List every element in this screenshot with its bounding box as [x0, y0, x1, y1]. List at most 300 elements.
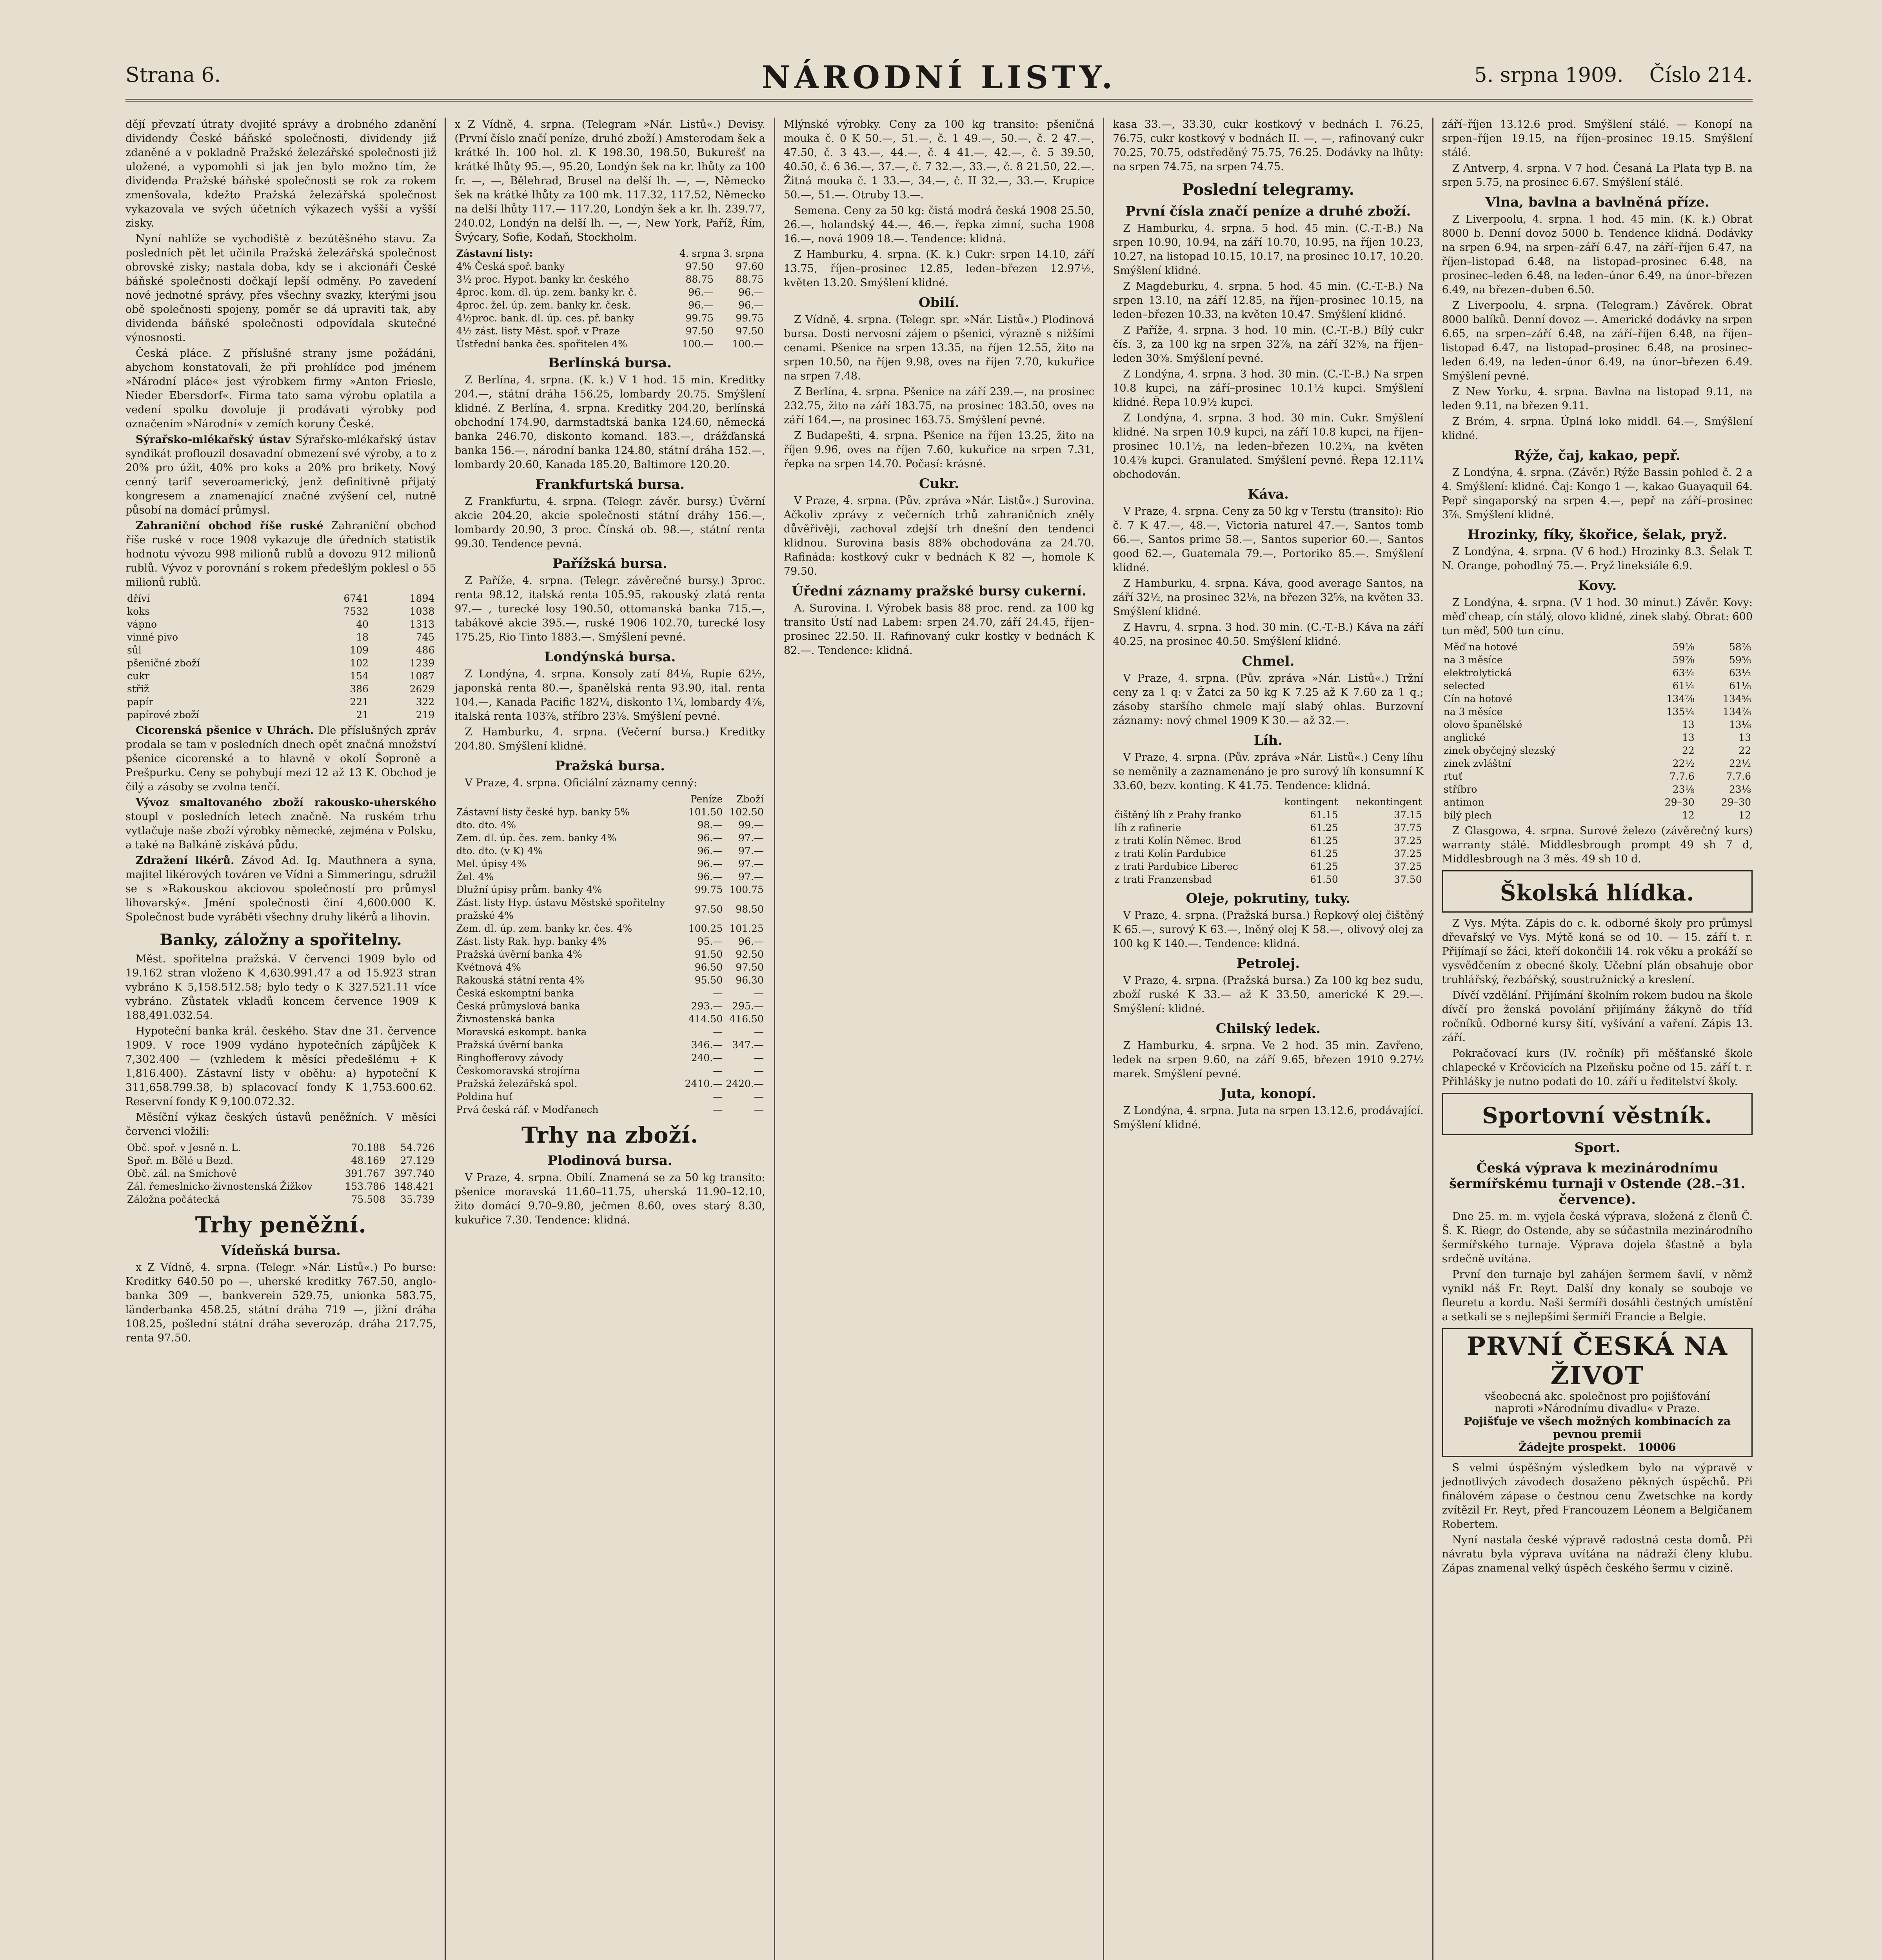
- article-paragraph: S velmi úspěšným výsledkem bylo na výpravě v jednotlivých závodech dosaženo pěkných úspěchů. Při finálovém zápase o čestnou cenu Zwetschke na kordy zvítězil Fr. Reyt, před Francouzem Léonem a Belgičanem Robertem.: [1442, 1462, 1753, 1530]
- row-value: 97.50: [685, 261, 714, 272]
- article-paragraph: Mlýnské výrobky. Ceny za 100 kg transito: pšeničná mouka č. 0 K 50.—, 51.—, č. 1 49.—, 50.—, č. 2 47.—, 47.50, č. 3 43.—, 44.—, č. 4 41.—, 42.—, č. 5 39.50, 40.50, č. 6 36.—, 37.—, č. 7 32.—, 33.—, č. 8 21.50, 22.—. Žitná mouka č. 1 33.—, 34.—, č. II 32.—, 33.—. Krupice 50.—, 51.—. Otruby 13.—.: [783, 118, 1095, 201]
- row-value: 391.767: [345, 1168, 385, 1179]
- row-label: vinné pivo: [127, 632, 178, 643]
- table-row: [1442, 679, 1753, 692]
- row-value: 322: [416, 696, 435, 708]
- row-label: z trati Kolín Pardubice: [1114, 848, 1226, 859]
- row-label: selected: [1443, 680, 1485, 691]
- row-value: 13: [1682, 732, 1695, 743]
- table-row: [1113, 873, 1423, 886]
- ad-note: Pojišťuje ve všech možných kombinacích za pevnou premii: [1464, 1415, 1731, 1441]
- article-paragraph: Dne 25. m. m. vyjela česká výprava, složená z členů Č. Š. K. Riegr, do Ostende, aby se súčastnila mezinárodního šermířského turnaje. Výprava dojela šťastně a byla srdečně uvítána.: [1442, 1210, 1753, 1265]
- row-value: 97.—: [738, 832, 764, 844]
- row-value: 96.—: [738, 299, 764, 311]
- row-label: Spoř. m. Bělé u Bezd.: [127, 1155, 234, 1166]
- article-paragraph: Z Brém, 4. srpna. Úplná loko middl. 64.—, Smýšlení klidné.: [1442, 416, 1753, 442]
- row-value: 95.—: [697, 936, 723, 947]
- article-paragraph: Zdražení likérů. Závod Ad. Ig. Mauthnera a syna, majitel likérových továren ve Vídni a Simmeringu, sdružil se s »Rakouskou akciovou společností pro průmysl lihovarský«. Jmění společnosti činí 4,600.000 K. Společnost bude vyráběti všechny druhy likérů a lihovin.: [125, 855, 436, 923]
- row-label: Česká eskomptní banka: [456, 987, 574, 999]
- table-row: [454, 896, 765, 922]
- row-value: —: [754, 987, 764, 999]
- row-label: dto. dto. 4%: [456, 819, 516, 831]
- subheading-petroleum: Petrolej.: [1236, 956, 1300, 971]
- row-label: cukr: [127, 670, 150, 682]
- table-row: [1442, 641, 1753, 653]
- table-row: [1113, 860, 1423, 873]
- table-row: [454, 1064, 765, 1077]
- row-label: Pražská úvěrní banka 4%: [456, 949, 582, 960]
- table-row: [1113, 847, 1423, 860]
- row-value: 135¼: [1666, 706, 1695, 717]
- row-value: 154: [350, 670, 369, 682]
- row-value: 100.25: [688, 923, 723, 934]
- article-paragraph: Nyní nahlíže se vychodiště z bezútěšného stavu. Za posledních pět let učinila Pražská železářská společnost obrovské zisky; nastala doba, kdy se i akcionáři České báňské společnosti dočkají lepší odměny. Po zavedení nové jednotné správy, přes všechny svazky, kterými jsou obě společnosti spojeny, poměr se dá upraviti tak, aby dividenda báňské společnosti odpovídala skutečné výnosnosti.: [125, 233, 436, 344]
- table-row: [454, 1103, 765, 1116]
- row-value: 37.25: [1394, 848, 1422, 859]
- row-value: 97.—: [738, 871, 764, 882]
- table-row: [125, 670, 436, 682]
- table-row: [1113, 834, 1423, 847]
- row-value: 100.—: [732, 338, 764, 350]
- row-value: 12: [1738, 809, 1751, 821]
- table-row: [1442, 744, 1753, 757]
- row-value: —: [713, 1091, 723, 1102]
- table-row: [1442, 796, 1753, 809]
- subheading-oils: Oleje, pokrutiny, tuky.: [1186, 891, 1351, 906]
- table-row: [454, 1077, 765, 1090]
- row-value: 1038: [409, 606, 435, 617]
- row-value: 1894: [409, 593, 435, 604]
- row-label: Zást. listy Hyp. ústavu Městské spořitelny pražské 4%: [456, 897, 665, 921]
- row-label: anglické: [1443, 732, 1486, 743]
- table-row: [454, 1025, 765, 1038]
- table-row: [1113, 821, 1423, 834]
- article-paragraph: Z New Yorku, 4. srpna. Bavlna na listopad 9.11, na leden 9.11, na březen 9.11.: [1442, 386, 1753, 412]
- row-label: olovo španělské: [1443, 719, 1522, 730]
- row-label: Českomoravská strojírna: [456, 1065, 580, 1076]
- table-row: [454, 935, 765, 948]
- row-value: 12: [1682, 809, 1695, 821]
- row-value: 58⅞: [1729, 641, 1751, 653]
- subheading-wool: Vlna, bavlna a bavlněná příze.: [1485, 194, 1709, 210]
- row-value: 109: [350, 644, 369, 656]
- row-value: 99.75: [736, 312, 764, 324]
- trade-table: [125, 592, 436, 721]
- section-heading-telegrams: Poslední telegramy.: [1182, 180, 1355, 199]
- article-paragraph: Cicorenská pšenice v Uhrách. Dle příslušných zpráv prodala se tam v posledních dnech opět značná množství pšenice cicorenské a to hlavně v okolí Šoproně a Prešpurku. Ceny se pohybují mezi 12 až 13 K. Obchod je čilý a zásoby se zvolna tenčí.: [125, 724, 436, 793]
- row-value: 97.50: [685, 325, 714, 337]
- row-value: 29–30: [1664, 797, 1695, 808]
- row-value: 40: [356, 619, 369, 630]
- row-label: líh z rafinerie: [1114, 822, 1181, 833]
- telegram-paragraph: Z Hamburku, 4. srpna. 5 hod. 45 min. (C.-T.-B.) Na srpen 10.90, 10.94, na září 10.70, 10.95, na říjen 10.23, 10.27, na listopad 10.15, 10.17, na prosinec 10.17, 10.20. Smýšlení klidné.: [1113, 222, 1424, 277]
- row-label: Rakouská státní renta 4%: [456, 975, 585, 986]
- row-label: z trati Pardubice Liberec: [1114, 861, 1238, 872]
- article-paragraph: Z Antverp, 4. srpna. V 7 hod. Česaná La Plata typ B. na srpen 5.75, na prosinec 6.67. Smýšlení stálé.: [1442, 162, 1753, 189]
- telegram-paragraph: Z Londýna, 4. srpna. 3 hod. 30 min. Cukr. Smýšlení klidné. Na srpen 10.9 kupci, na září 10.8 kupci, na říjen–prosinec 10.1½, na leden–březen 10.2¾, na květen 10.4⅞ kupci. Granulated. Smýšlení pevné. Řepa 12.11¼ obchodován.: [1113, 412, 1424, 481]
- row-label: Moravská eskompt. banka: [456, 1026, 587, 1038]
- row-label: papír: [127, 696, 153, 708]
- row-value: 96.—: [697, 871, 723, 882]
- table-row: [125, 1167, 436, 1180]
- article-paragraph: kasa 33.—, 33.30, cukr kostkový v bednách I. 76.25, 76.75, cukr kostkový v bednách II. —, —, rafinovaný cukr 70.25, 70.75, odstředěný 75.75, 76.25. Dodávky na lhůty: na srpen 74.75, na srpen 74.75.: [1113, 118, 1424, 173]
- table-row: [125, 657, 436, 670]
- row-value: 23⅛: [1729, 784, 1751, 795]
- row-value: 88.75: [685, 274, 714, 285]
- row-label: Měď na hotové: [1443, 641, 1518, 653]
- table-row: [125, 1193, 436, 1206]
- table-row: [454, 961, 765, 974]
- row-label: vápno: [127, 619, 157, 630]
- row-value: 96.—: [697, 832, 723, 844]
- row-label: antimon: [1443, 797, 1484, 808]
- row-label: čištěný líh z Prahy franko: [1114, 809, 1241, 820]
- row-value: 101.25: [729, 923, 764, 934]
- row-value: 96.—: [738, 936, 764, 947]
- row-label: Ringhofferovy závody: [456, 1052, 563, 1063]
- article-paragraph: Z Londýna, 4. srpna. (V 6 hod.) Hrozinky 8.3. Šelak T. N. Orange, pohodlný 75.—. Pryž lineksiále 6.9.: [1442, 546, 1753, 572]
- article-paragraph: Z Hamburku, 4. srpna. Káva, good average Santos, na září 32½, na prosinec 32⅛, na březen 32⅝, na květen 33. Smýšlení klidné.: [1113, 577, 1424, 618]
- table-row: [454, 948, 765, 961]
- table-row: [125, 1141, 436, 1154]
- article-paragraph: Semena. Ceny za 50 kg: čistá modrá česká 1908 25.50, 26.—, holandský 44.—, 46.—, řepka zimní, sucha 1908 16.—, nová 1909 18.—. Tendence: klidná.: [783, 205, 1095, 245]
- row-value: 96.—: [697, 858, 723, 869]
- row-value: 416.50: [729, 1013, 764, 1025]
- row-value: 61.50: [1310, 874, 1338, 885]
- row-value: 95.50: [694, 975, 723, 986]
- table-row: [454, 870, 765, 883]
- row-value: 63¾: [1672, 667, 1695, 679]
- masthead-rule: [125, 99, 1753, 102]
- table-row: [125, 1154, 436, 1167]
- table-row: [125, 631, 436, 644]
- table-row: [125, 1180, 436, 1193]
- article-paragraph: Z Londýna, 4. srpna. (V 1 hod. 30 minut.) Závěr. Kovy: měď cheap, cín stálý, olovo klidné, zinek slabý. Obrat: 600 tun měď, 500 tun cínu.: [1442, 597, 1753, 637]
- article-paragraph: Měsíční výkaz českých ústavů peněžních. V měsíci červenci vložili:: [125, 1111, 436, 1138]
- row-value: 96.—: [738, 287, 764, 298]
- table-row: [454, 312, 765, 325]
- row-value: 18: [356, 632, 369, 643]
- row-value: —: [754, 1104, 764, 1115]
- row-value: 97.50: [694, 903, 723, 915]
- column-4: [1103, 118, 1432, 1960]
- row-value: 7532: [343, 606, 369, 617]
- row-value: 2629: [409, 683, 435, 695]
- table-row: [454, 1090, 765, 1103]
- row-value: 48.169: [351, 1155, 385, 1166]
- row-value: —: [754, 1091, 764, 1102]
- row-value: 61.25: [1310, 822, 1338, 833]
- row-value: 221: [350, 696, 369, 708]
- table-row: [454, 1013, 765, 1025]
- row-value: 27.129: [400, 1155, 435, 1166]
- row-value: 134⅞: [1723, 706, 1751, 717]
- row-value: —: [713, 1026, 723, 1038]
- row-label: Obč. zál. na Smíchově: [127, 1168, 237, 1179]
- table-row: [454, 325, 765, 338]
- subheading-fruit: Hrozinky, fíky, škořice, šelak, pryž.: [1467, 527, 1728, 543]
- table-row: [1442, 770, 1753, 783]
- subheading-spirit: Líh.: [1253, 733, 1283, 748]
- subheading-sugar: Cukr.: [919, 476, 959, 492]
- row-value: 13: [1682, 719, 1695, 730]
- column-3: [774, 118, 1103, 1960]
- row-label: Zál. řemeslnicko-živnostenská Žižkov: [127, 1181, 312, 1192]
- subheading-jute: Juta, konopí.: [1220, 1086, 1316, 1102]
- article-paragraph: Z Havru, 4. srpna. 3 hod. 30 min. (C.-T.-B.) Káva na září 40.25, na prosinec 40.50. Smýšlení klidné.: [1113, 621, 1424, 648]
- row-value: 99.75: [685, 312, 714, 324]
- row-label: na 3 měsíce: [1443, 706, 1503, 717]
- row-label: zinek zvláštní: [1443, 758, 1511, 769]
- row-label: 4proc. žel. úp. zem. banky kr. česk.: [456, 299, 631, 311]
- article-paragraph: V Praze, 4. srpna. (Pražská bursa.) Za 100 kg bez sudu, zboží ruské K 33.— až K 33.50, americké K 29.—. Smýšlení: klidné.: [1113, 975, 1424, 1015]
- row-label: z trati Kolín Němec. Brod: [1114, 835, 1241, 846]
- row-value: 7.7.6: [1669, 771, 1695, 782]
- article-paragraph: Česká pláce. Z příslušné strany jsme požádáni, abychom konstatovali, že při prohlídce pod jménem »Národní pláce« jest výrobkem firmy »Anton Friesle, Nieder Ebersdorf«. Firma tato sama výrobu oplatila a vedení spolku dovoluje ji prodávati výrobky pod označením »Národní« v zemích koruny České.: [125, 347, 436, 430]
- article-paragraph: V Praze, 4. srpna. Obilí. Znamená se za 50 kg transito: pšenice moravská 11.60–11.75, uherská 11.90–12.10, žito domácí 9.70–9.80, ječmen 8.60, oves starý 8.30, kukuřice 7.30. Tendence: klidná.: [454, 1172, 765, 1226]
- section-heading-banks: Banky, záložny a spořitelny.: [160, 931, 402, 949]
- spirit-table: kontingent nekontingent čištěný líh z Prahy franko 61.15 37.15 líh z rafinerie 61.25 37.75 z trati Kolín Němec. Brod 61.25 37.25 z trati Kolín Pardubice 61.25 37.25 z trati Pardubice Liberec 61.25 37.25 z trati Franzensbad 61.50 37.50: [1113, 795, 1423, 886]
- table-row: [454, 974, 765, 987]
- row-value: 61.25: [1310, 835, 1338, 846]
- row-label: 4proc. kom. dl. úp. zem. banky kr. č.: [456, 287, 637, 298]
- row-label: Poldina huť: [456, 1091, 513, 1102]
- section-heading-money: Trhy peněžní.: [195, 1212, 367, 1238]
- subheading-sugar-exchange: Úřední záznamy pražské bursy cukerní.: [792, 583, 1086, 599]
- row-value: 37.15: [1394, 809, 1422, 820]
- masthead: [125, 55, 1753, 102]
- table-row: [454, 883, 765, 896]
- row-label: na 3 měsíce: [1443, 654, 1503, 666]
- table-row: [454, 1038, 765, 1051]
- table-row: [1442, 783, 1753, 796]
- school-section: [1442, 870, 1753, 913]
- ad-prospect: Žádejte prospekt. 10006: [1519, 1441, 1676, 1454]
- row-label: pšeničné zboží: [127, 657, 200, 669]
- row-value: 397.740: [394, 1168, 435, 1179]
- article-paragraph: Měst. spořitelna pražská. V červenci 1909 bylo od 19.162 stran vloženo K 4,630.991.47 a od 15.923 stran vybráno K 5,158.512.58; bylo tedy o K 327.521.11 více vybráno. Zůstatek vkladů koncem července 1909 K 188,491.032.54.: [125, 953, 436, 1022]
- row-value: 88.75: [736, 274, 764, 285]
- article-paragraph: dějí převzatí útraty dvojité správy a drobného zdanění dividendy České báňské společnosti, dividendy již zdaněné a v pokladně Pražské železářské společnosti již uložené, a vypomohli si jak jen bylo možno tím, že dividenda Pražské báňské společnosti se rok za rokem zmenšovala, kdežto Pražská železářská společnost vykazovala ve svých účetních výkazech vyšší a vyšší zisky.: [125, 118, 436, 229]
- row-value: 240.—: [691, 1052, 723, 1063]
- row-value: —: [713, 987, 723, 999]
- article-paragraph: Z Berlína, 4. srpna. (K. k.) V 1 hod. 15 min. Kreditky 204.—, státní dráha 156.25, lombardy 20.75. Smýšlení klidné. Z Berlína, 4. srpna. Kreditky 204.20, berlínská obchodní 174.90, darmstadtská banka 124.60, německá banka 246.70, diskonto komand. 183.—, drážďanská banka 156.—, národní banka 124.80, státní dráha 152.—, lombardy 20.60, Kanada 185.20, Baltimore 120.20.: [454, 374, 765, 471]
- article-paragraph: září–říjen 13.12.6 prod. Smýšlení stálé. — Konopí na srpen–říjen 19.15, na říjen–prosinec 19.15. Smýšlení stálé.: [1442, 118, 1753, 159]
- table-row: [1442, 666, 1753, 679]
- row-value: 153.786: [345, 1181, 385, 1192]
- row-value: 97.—: [738, 845, 764, 857]
- row-value: 22½: [1672, 758, 1695, 769]
- table-row: [125, 605, 436, 618]
- row-value: 29–30: [1721, 797, 1751, 808]
- article-paragraph: Z Londýna, 4. srpna. (Závěr.) Rýže Bassin pohled č. 2 a 4. Smýšlení: klidné. Čaj: Kongo 1 —, kakao Guayaquil 64. Pepř singaporský na srpen 4.—, pepř na září–prosinec 3⅞. Smýšlení klidné.: [1442, 466, 1753, 521]
- row-value: 96.—: [697, 845, 723, 857]
- row-label: dto. dto. (v K) 4%: [456, 845, 543, 857]
- article-paragraph: První den turnaje byl zahájen šermem šavlí, v němž vynikl náš Fr. Reyt. Další dny konaly se souboje ve fleuretu a kordu. Naši šermíři dosáhli čestných umístění a setkali se s nejlepšími šermíři Francie a Belgie.: [1442, 1269, 1753, 1323]
- article-paragraph: V Praze, 4. srpna. Oficiální záznamy cenný:: [465, 777, 698, 789]
- row-value: 61⅛: [1729, 680, 1751, 691]
- article-paragraph: Pokračovací kurs (IV. ročník) při měšťanské škole chlapecké v Krčovicích na Plzeňsku počne od 15. září t. r. Přihlášky je nutno podati do 10. září u ředitelství školy.: [1442, 1047, 1753, 1088]
- telegram-paragraph: Z Magdeburku, 4. srpna. 5 hod. 45 min. (C.-T.-B.) Na srpen 13.10, na září 12.85, na říjen–prosinec 10.15, na leden–březen 10.33, na květen 10.47. Smýšlení klidné.: [1113, 280, 1424, 321]
- subheading-commodity: Plodinová bursa.: [547, 1153, 672, 1169]
- subheading-vienna: Vídeňská bursa.: [221, 1243, 341, 1258]
- table-row: [454, 260, 765, 273]
- table-row: [125, 644, 436, 657]
- article-paragraph: x Z Vídně, 4. srpna. (Telegram »Nár. Listů«.) Devisy. (První číslo značí peníze, druhé zboží.) Amsterodam šek a krátké lh. 100 hol. zl. K 198.30, 198.50, Bukurešť na krátké lhůty 95.—, 95.20, Londýn šek na kr. lhůty za 100 fr. —, —, Bělehrad, Brusel na delší lh. —, —, Německo šek na krátké lhůty za 100 mk. 117.32, 117.52, Německo na delší lhůty 117.— 117.20, Londýn šek a kr. lh. 239.77, 240.02, Londýn na delší lh. —, —, New York, Paříž, Řím, Švýcary, Sofie, Kodaň, Stockholm.: [454, 118, 765, 243]
- row-value: 22½: [1729, 758, 1751, 769]
- table-row: [1442, 692, 1753, 705]
- article-paragraph: Z Frankfurtu, 4. srpna. (Telegr. závěr. bursy.) Úvěrní akcie 204.20, akcie společnosti státní dráhy 156.—, lombardy 20.90, 3 proc. Čínská ob. 98.—, státní renta 99.30. Tendence pevná.: [454, 495, 765, 550]
- row-label: koks: [127, 606, 150, 617]
- columns: [125, 118, 1753, 1960]
- subheading-nitrate: Chilský ledek.: [1215, 1021, 1321, 1036]
- table-row: [1113, 808, 1423, 821]
- row-label: Dlužní úpisy prům. banky 4%: [456, 884, 602, 895]
- row-value: 59⅝: [1729, 654, 1751, 666]
- subheading-telegrams: První čísla značí peníze a druhé zboží.: [1125, 203, 1411, 219]
- article-paragraph: Zahraniční obchod říše ruské Zahraniční obchod říše ruské v roce 1908 vykazuje dle úředních statistik hodnotu vývozu 998 milionů rublů a dovozu 912 milionů rublů. Vývoz v porovnání s rokem předešlým poklesl o 55 milionů rublů.: [125, 520, 436, 588]
- row-value: 91.50: [694, 949, 723, 960]
- section-heading-school: Školská hlídka.: [1500, 880, 1695, 906]
- article-paragraph: Z Hamburku, 4. srpna. (K. k.) Cukr: srpen 14.10, září 13.75, říjen–prosinec 12.85, leden–březen 12.97½, květen 13.20. Smýšlení klidné.: [783, 249, 1095, 289]
- article-paragraph: Z Liverpoolu, 4. srpna. 1 hod. 45 min. (K. k.) Obrat 8000 b. Denní dovoz 5000 b. Tendence klidná. Dodávky na srpen 6.94, na srpen–září 6.47, na září–říjen 6.47, na říjen–listopad 6.48, na listopad–prosinec 6.48, na prosinec–leden 6.48, na leden–únor 6.49, na únor–březen 6.49, na březen–duben 6.50.: [1442, 213, 1753, 296]
- row-label: střiž: [127, 683, 149, 695]
- page-number: Strana 6.: [125, 64, 221, 87]
- row-value: 61.15: [1310, 809, 1338, 820]
- table-row: [454, 299, 765, 312]
- article-paragraph: V Praze, 4. srpna. (Pražská bursa.) Řepkový olej čištěný K 65.—, surový K 63.—, lněný olej K 58.—, olivový olej za 100 kg K 140.—. Tendence: klidná.: [1113, 909, 1424, 950]
- row-label: Mel. úpisy 4%: [456, 858, 527, 869]
- article-paragraph: Z Londýna, 4. srpna. Juta na srpen 13.12.6, prodávající. Smýšlení klidné.: [1113, 1105, 1424, 1131]
- table-row: [454, 987, 765, 1000]
- row-value: 1087: [409, 670, 435, 682]
- row-value: 97.—: [738, 858, 764, 869]
- subheading-london: Londýnská bursa.: [544, 649, 676, 665]
- subheading-grain: Obilí.: [919, 295, 959, 310]
- row-value: 61.25: [1310, 848, 1338, 859]
- row-value: 98.—: [697, 819, 723, 831]
- row-label: Ústřední banka čes. spořitelen 4%: [456, 338, 627, 350]
- row-value: 134⅝: [1723, 693, 1751, 704]
- row-value: 63½: [1729, 667, 1751, 679]
- row-label: Živnostenská banka: [456, 1013, 555, 1025]
- row-label: Kvétnová 4%: [456, 962, 521, 973]
- row-label: Obč. spoř. v Jesně n. L.: [127, 1142, 241, 1153]
- subheading-hops: Chmel.: [1242, 653, 1295, 669]
- row-value: 96.50: [694, 962, 723, 973]
- row-value: 99.75: [694, 884, 723, 895]
- article-paragraph: V Praze, 4. srpna. (Pův. zpráva »Nár. Listů«.) Surovina. Ačkoliv zprávy z večerních trhů zahraničních zněly důvěřivěji, zachoval zdejší trh dnešní den tendenci klidnou. Surovina basis 88% obchodována za 24.70. Rafináda: kostkový cukr v bednách K 82 —, homole K 79.50.: [783, 495, 1095, 577]
- row-label: Prvá česká ráf. v Modřanech: [456, 1104, 599, 1115]
- row-value: 37.50: [1394, 874, 1422, 885]
- row-value: —: [754, 1026, 764, 1038]
- row-value: 98.50: [736, 903, 764, 915]
- row-value: 6741: [343, 593, 369, 604]
- row-label: zinek obyčejný slezský: [1443, 745, 1556, 756]
- article-paragraph: Nyní nastala české výpravě radostná cesta domů. Při návratu byla výprava uvítána na nádraží členy klubu. Zápas znamenal velký úspěch českého šermu v cizině.: [1442, 1534, 1753, 1574]
- telegram-paragraph: Z Londýna, 4. srpna. 3 hod. 30 min. (C.-T.-B.) Na srpen 10.8 kupci, na září–prosinec 10.1½ kupci. Smýšlení klidné. Řepa 10.9½ kupci.: [1113, 368, 1424, 408]
- row-value: 386: [350, 683, 369, 695]
- row-value: 148.421: [394, 1181, 435, 1192]
- row-value: 486: [416, 644, 435, 656]
- issue-date: 5. srpna 1909. Číslo 214.: [1474, 64, 1753, 87]
- row-value: 295.—: [732, 1000, 764, 1012]
- table-row: [454, 1000, 765, 1013]
- table-row: [1442, 809, 1753, 822]
- table-row: [1442, 705, 1753, 718]
- table-row: [125, 618, 436, 631]
- article-paragraph: Sýrařsko-mlékařský ústav Sýrařsko-mlékařský ústav syndikát proflouzil dosavadní obmezení své výroby, a to z 20% pro úžit, 40% pro koks a 20% pro brikety. Nový cenný tarif severoamerický, jenž definitivně přijatý kongresem a znamenající značné zvýšení cel, nutně působí na domácí průmysl.: [125, 434, 436, 516]
- table-row: [454, 286, 765, 299]
- column-1: [125, 118, 445, 1960]
- row-value: 100.75: [729, 884, 764, 895]
- subheading-sport: Sport.: [1574, 1140, 1620, 1156]
- row-label: Pražská úvěrní banka: [456, 1039, 564, 1051]
- row-value: 134⅞: [1666, 693, 1695, 704]
- row-label: Cín na hotové: [1443, 693, 1512, 704]
- row-value: 7.7.6: [1726, 771, 1751, 782]
- row-value: 61¼: [1672, 680, 1695, 691]
- row-value: 92.50: [736, 949, 764, 960]
- row-value: 96.30: [736, 975, 764, 986]
- row-value: —: [754, 1065, 764, 1076]
- row-value: 96.—: [688, 299, 714, 311]
- table-row: [454, 338, 765, 350]
- table-row: [454, 818, 765, 831]
- row-label: Česká průmyslová banka: [456, 1000, 580, 1012]
- row-label: Pražská železářská spol.: [456, 1078, 578, 1089]
- row-value: 1239: [409, 657, 435, 669]
- article-paragraph: Hypoteční banka král. českého. Stav dne 31. července 1909. V roce 1909 vydáno hypotečních zápůjček K 7,302.400 — (vzhledem k měsíci předešlému + K 1,816.400). Zástavní listy v oběhu: a) hypoteční K 311,658.799.38, b) splacovací fondy K 1,753.600.62. Reservní fondy K 9,100.072.32.: [125, 1025, 436, 1108]
- ad-subtitle: všeobecná akc. společnost pro pojišťování: [1484, 1390, 1710, 1403]
- article-paragraph: Z Vídně, 4. srpna. (Telegr. spr. »Nár. Listů«.) Plodinová bursa. Dosti nervosní zájem o pšenici, výrazně s nižšími cenami. Pšenice na srpen 13.35, na říjen 12.55, žito na srpen 10.50, na říjen 9.98, oves na říjen 7.70, kukuřice na srpen 7.48.: [783, 314, 1095, 382]
- table-row: [125, 592, 436, 605]
- row-label: sůl: [127, 644, 142, 656]
- table-row: [125, 695, 436, 708]
- subheading-prague: Pražská bursa.: [555, 758, 665, 774]
- ad-address: naproti »Národnímu divadlu« v Praze.: [1494, 1403, 1700, 1415]
- article-paragraph: A. Surovina. I. Výrobek basis 88 proc. rend. za 100 kg transito Ústí nad Labem: srpen 24.70, září 24.45, říjen–prosinec 22.50. II. Rafinovaný cukr kostky v bednách K 82.—. Tendence: klidná.: [783, 602, 1095, 657]
- row-label: papírové zboží: [127, 709, 200, 720]
- savings-table: [125, 1141, 436, 1206]
- row-value: 35.739: [400, 1194, 435, 1205]
- subheading-frankfurt: Frankfurtská bursa.: [535, 477, 685, 492]
- table-row: [454, 857, 765, 870]
- row-label: Zástavní listy české hyp. banky 5%: [456, 806, 630, 818]
- row-label: elektrolytická: [1443, 667, 1512, 679]
- row-value: 13⅛: [1729, 719, 1751, 730]
- row-value: 745: [416, 632, 435, 643]
- row-value: 37.25: [1394, 861, 1422, 872]
- row-value: 97.50: [736, 325, 764, 337]
- row-label: Záložna počátecká: [127, 1194, 220, 1205]
- table-row: [1442, 757, 1753, 770]
- row-value: 97.60: [736, 261, 764, 272]
- article-paragraph: Z Hamburku, 4. srpna. (Večerní bursa.) Kreditky 204.80. Smýšlení klidné.: [454, 726, 765, 752]
- article-paragraph: V Praze, 4. srpna. (Pův. zpráva »Nár. Listů«.) Ceny líhu se neměnily a zaznamenáno je pro surový líh konsumní K 33.60, bezv. konting. K 41.75. Tendence: klidná.: [1113, 751, 1424, 792]
- article-paragraph: Dívčí vzdělání. Přijímání školním rokem budou na škole dívčí pro ženská povolání přijímány žákyně do tříd ročníků. Odborné kursy šití, vyšívání a vaření. Zápis 13. září.: [1442, 989, 1753, 1044]
- prague-exchange-table: Peníze Zboží Zástavní listy české hyp. banky 5% 101.50 102.50 dto. dto. 4% 98.— 99.— Zem. dl. úp. čes. zem. banky 4% 96.— 97.— dto. dto. (v K) 4% 96.— 97.— Mel. úpisy 4% 96.— 97.— Žel. 4% 96.— 97.— Dlužní úpisy prům. banky 4% 99.75 100.75 Zást. listy Hyp. ústavu Městské spořitelny pražské 4% 97.50 98.50 Zem. dl. úp. zem. banky kr. čes. 4% 100.25 101.25 Zást. listy Rak. hyp. banky 4% 95.— 96.— Pražská úvěrní banka 4% 91.50 92.50 Kvétnová 4% 96.50 97.50 Rakouská státní renta 4% 95.50 96.30 Česká eskomptní banka — — Česká průmyslová banka 293.— 295.— Živnostenská banka 414.50 416.50 Moravská eskompt. banka — — Pražská úvěrní banka 346.— 347.— Ringhofferovy závody 240.— — Českomoravská strojírna — — Pražská železářská spol. 2410.— 2420.— Poldina huť — — Prvá česká ráf. v Modřanech — —: [454, 793, 765, 1116]
- table-row: [454, 273, 765, 286]
- row-value: 346.—: [691, 1039, 723, 1051]
- row-label: 4½proc. bank. dl. úp. ces. př. banky: [456, 312, 634, 324]
- section-heading-goods: Trhy na zboží.: [521, 1122, 699, 1148]
- row-value: 99.—: [738, 819, 764, 831]
- row-value: —: [754, 1052, 764, 1063]
- table-row: [454, 922, 765, 935]
- table-row: [125, 708, 436, 721]
- subheading-metals: Kovy.: [1578, 578, 1617, 593]
